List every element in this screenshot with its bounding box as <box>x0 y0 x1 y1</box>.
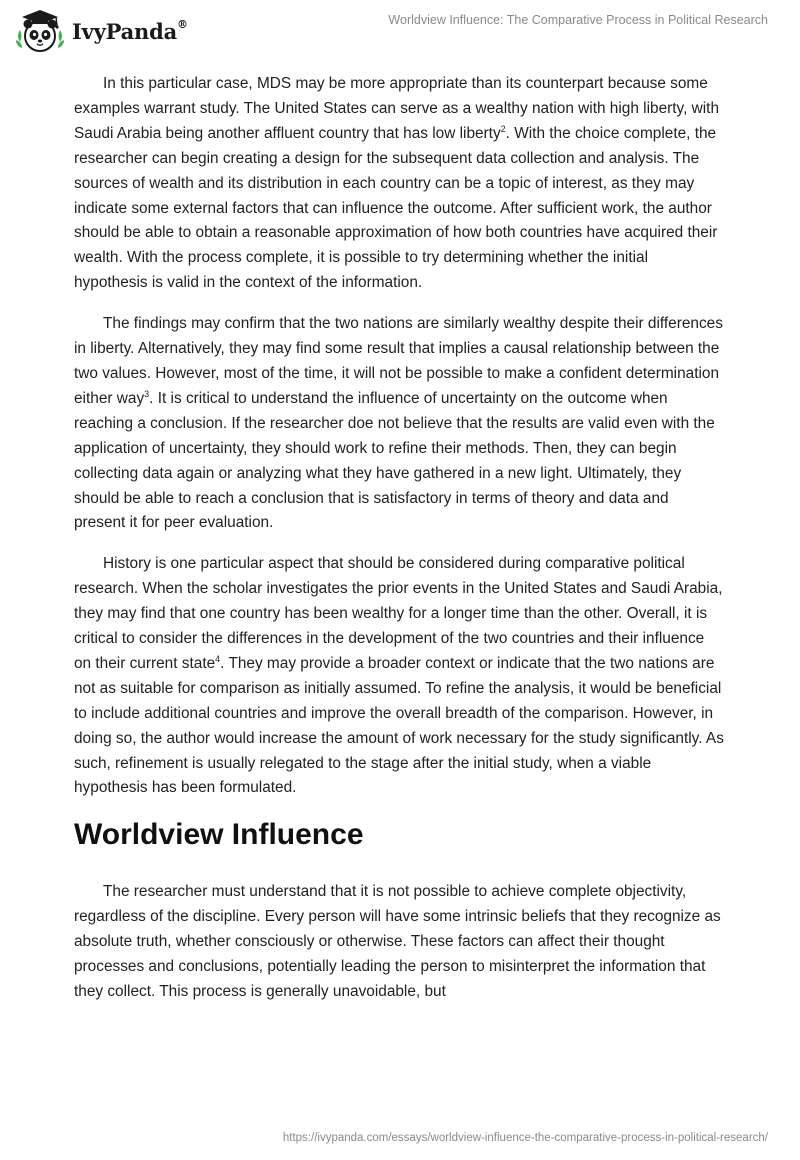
paragraph-2-text-b: . It is critical to understand the influence of uncertainty on the outcome when reaching a conclusion. If the researcher doe not believe that the results are valid even with the application of uncertainty, they should work to refine their methods. Then, they can begin collecting data again or analyzing what they have gathered in a new light. Ultimately, they should be able to reach a conclusion that is satisfactory in terms of theory and data and present it for peer evaluation. <box>74 389 715 532</box>
footnote-ref-3[interactable]: 3 <box>144 388 150 399</box>
ivypanda-logo[interactable] <box>14 8 188 54</box>
document-title: Worldview Influence: The Comparative Process in Political Research <box>388 13 768 27</box>
source-url[interactable]: https://ivypanda.com/essays/worldview-influence-the-comparative-process-in-political-research/ <box>282 1132 768 1144</box>
brand-registered-mark: ® <box>177 17 188 31</box>
brand-label: IvyPanda <box>72 18 178 44</box>
brand-name <box>72 19 188 44</box>
paragraph-2-text-a: The findings may confirm that the two nations are similarly wealthy despite their differences in liberty. Alternatively, they may find some result that implies a causal relationship between the two values. However, most of the time, it will not be possible to make a confident determination either way <box>74 315 723 407</box>
footnote-ref-2[interactable]: 2 <box>500 123 506 134</box>
section-heading: Worldview Influence <box>74 818 364 852</box>
page-header <box>0 0 800 60</box>
footnote-ref-4[interactable]: 4 <box>215 653 221 664</box>
paragraph-3 <box>74 552 724 801</box>
paragraph-2 <box>74 312 724 536</box>
paragraph-3-text-b: . They may provide a broader context or indicate that the two nations are not as suitable for comparison as initially assumed. To refine the analysis, it would be beneficial to include additional countries and improve the overall breadth of the comparison. However, in doing so, the author would increase the amount of work necessary for the study significantly. As such, refinement is usually relegated to the stage after the initial study, when a viable hypothesis has been formulated. <box>74 654 724 797</box>
paragraph-1-text-a: In this particular case, MDS may be more appropriate than its counterpart because some examples warrant study. The United States can serve as a wealthy nation with high liberty, with Saudi Arabia being another affluent country that has low liberty <box>74 75 720 142</box>
paragraph-3-text-a: History is one particular aspect that should be considered during comparative political research. When the scholar investigates the prior events in the United States and Saudi Arabia, they may find that one country has been wealthy for a longer time than the other. Overall, it is critical to consider the differences in the development of the two countries and their influence on their current state <box>74 555 723 672</box>
paragraph-4: The researcher must understand that it is not possible to achieve complete objectivity, regardless of the discipline. Every person will have some intrinsic beliefs that they recognize as absolute truth, whether consciously or otherwise. These factors can affect their thought processes and conclusions, potentially leading the person to misinterpret the information that they collect. This process is generally unavoidable, but <box>74 883 721 1000</box>
panda-graduation-cap-icon <box>14 8 66 54</box>
paragraph-1-text-b: . With the choice complete, the researcher can begin creating a design for the subsequent data collection and analysis. The sources of wealth and its distribution in each country can be a topic of interest, as they may indicate some external factors that can influence the outcome. After sufficient work, the author should be able to obtain a reasonable approximation of how both countries have acquired their wealth. With the process complete, it is possible to try determining whether the initial hypothesis is valid in the context of the information. <box>74 124 718 292</box>
essay-content <box>74 72 724 1021</box>
paragraph-1 <box>74 72 724 296</box>
